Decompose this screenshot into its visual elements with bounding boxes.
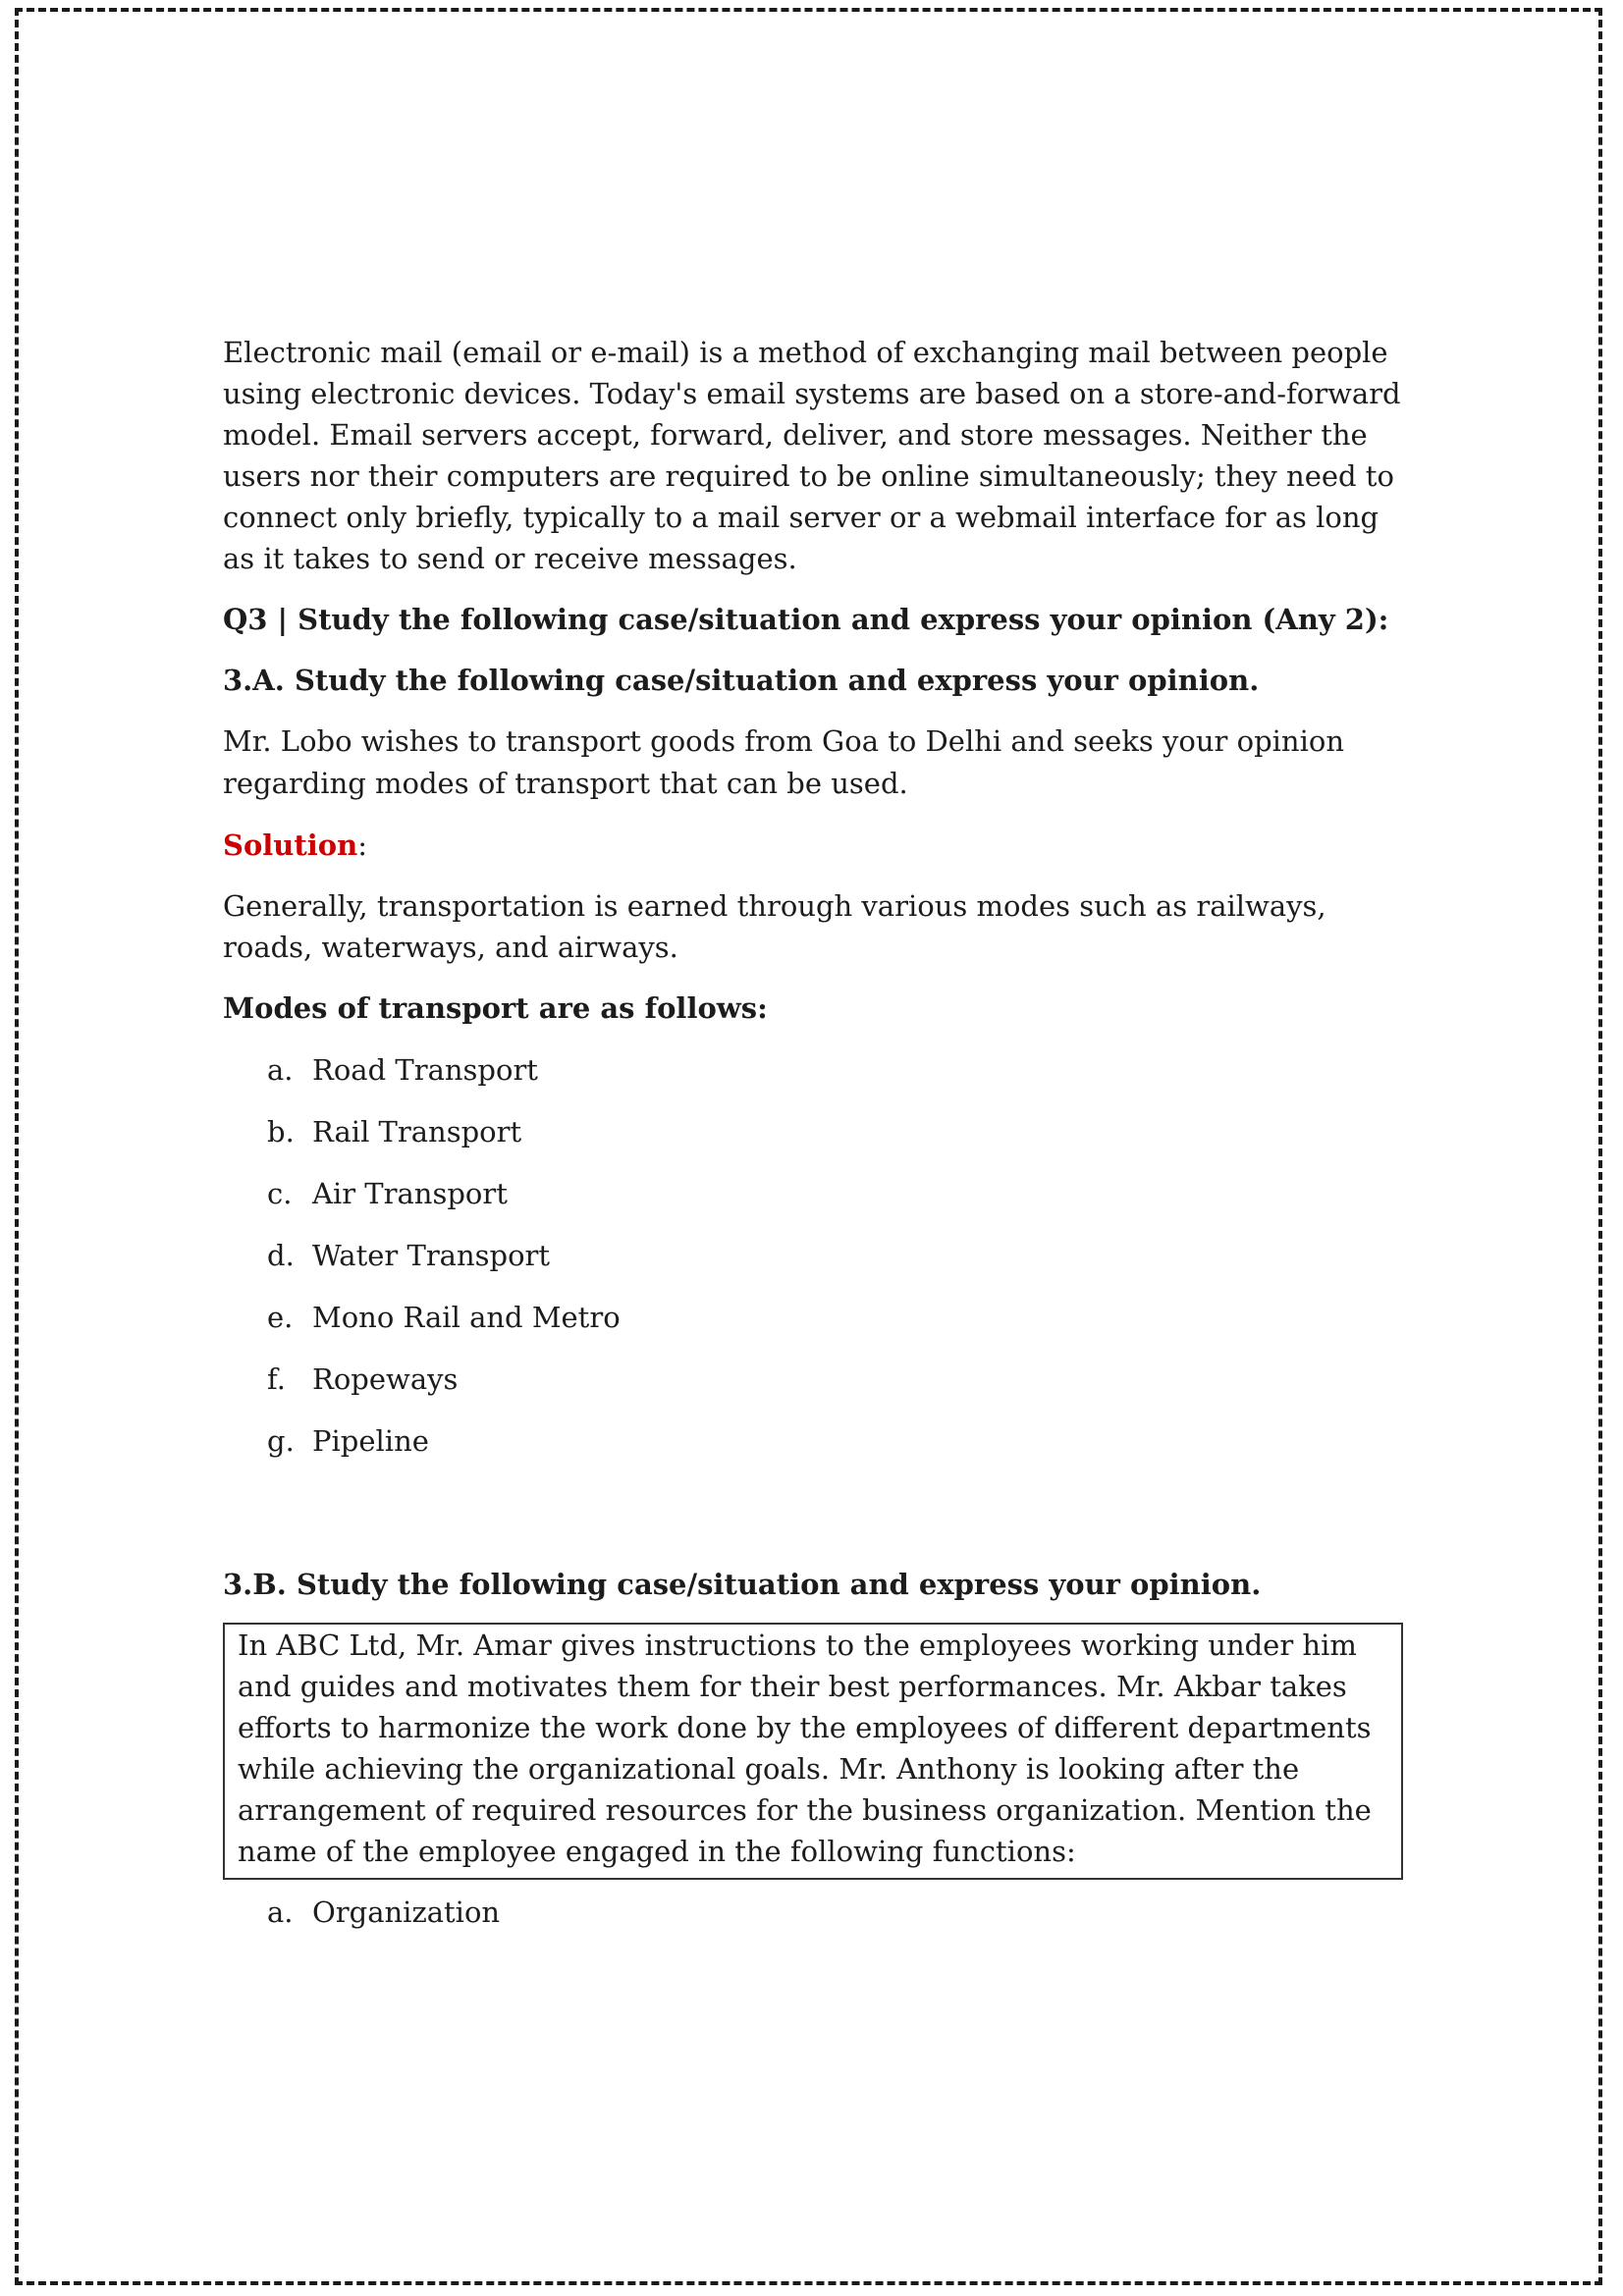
list-marker: e.: [267, 1301, 294, 1334]
list-item-label: Road Transport: [312, 1053, 538, 1087]
list-item-label: Ropeways: [312, 1362, 459, 1396]
intro-paragraph: Electronic mail (email or e-mail) is a method of exchanging mail between people using electronic devices. Today's email systems are based on a store-and-forward model. Email servers accept, forward, deliver, and store messages. Neither the users nor their computers are required to be online simultaneously; they need to connect only briefly, typically to a mail server or a webmail interface for as long as it takes to send or receive messages.: [223, 336, 1401, 575]
list-marker: a.: [267, 1896, 294, 1929]
case-b-heading: 3.B. Study the following case/situation and express your opinion.: [223, 1568, 1262, 1601]
list-marker: a.: [267, 1053, 294, 1087]
list-item-label: Rail Transport: [312, 1115, 522, 1148]
solution-text: Generally, transportation is earned through various modes such as railways, roads, waterways, and airways.: [223, 889, 1326, 964]
q3-heading: Q3 | Study the following case/situation and express your opinion (Any 2):: [223, 603, 1389, 636]
list-marker: g.: [267, 1424, 295, 1458]
list-item: [223, 1235, 1401, 1276]
functions-list: [223, 1892, 1401, 1933]
list-item: [223, 1420, 1401, 1462]
solution-label: [223, 825, 1401, 866]
case-b-box: [223, 1623, 1403, 1880]
case-b-text: In ABC Ltd, Mr. Amar gives instructions to the employees working under him and guides and motivates them for their best performances. Mr. Akbar takes efforts to harmonize the work done by the employees of different departments while achieving the organizational goals. Mr. Anthony is looking after the arrangement of required resources for the business organization. Mention the name of the employee engaged in the following functions:: [238, 1629, 1372, 1868]
list-marker: f.: [267, 1362, 286, 1396]
case-a-heading: 3.A. Study the following case/situation and express your opinion.: [223, 664, 1260, 697]
solution-colon: :: [357, 828, 368, 862]
list-marker: b.: [267, 1115, 295, 1148]
list-item: [223, 1297, 1401, 1338]
list-item: [223, 1359, 1401, 1400]
document-content: [223, 332, 1401, 1933]
list-item-label: Water Transport: [312, 1239, 551, 1272]
solution-label-text: Solution: [223, 828, 358, 862]
list-marker: c.: [267, 1177, 293, 1210]
list-item: [223, 1049, 1401, 1091]
list-item: [223, 1111, 1401, 1152]
list-item-label: Mono Rail and Metro: [312, 1301, 621, 1334]
modes-heading: Modes of transport are as follows:: [223, 991, 768, 1025]
case-a-text: Mr. Lobo wishes to transport goods from Goa to Delhi and seeks your opinion regarding modes of transport that can be used.: [223, 724, 1345, 800]
modes-list: [223, 1049, 1401, 1462]
list-marker: d.: [267, 1239, 295, 1272]
list-item: [223, 1892, 1401, 1933]
list-item: [223, 1173, 1401, 1214]
list-item-label: Air Transport: [312, 1177, 508, 1210]
list-item-label: Pipeline: [312, 1424, 429, 1458]
list-item-label: Organization: [312, 1896, 501, 1929]
